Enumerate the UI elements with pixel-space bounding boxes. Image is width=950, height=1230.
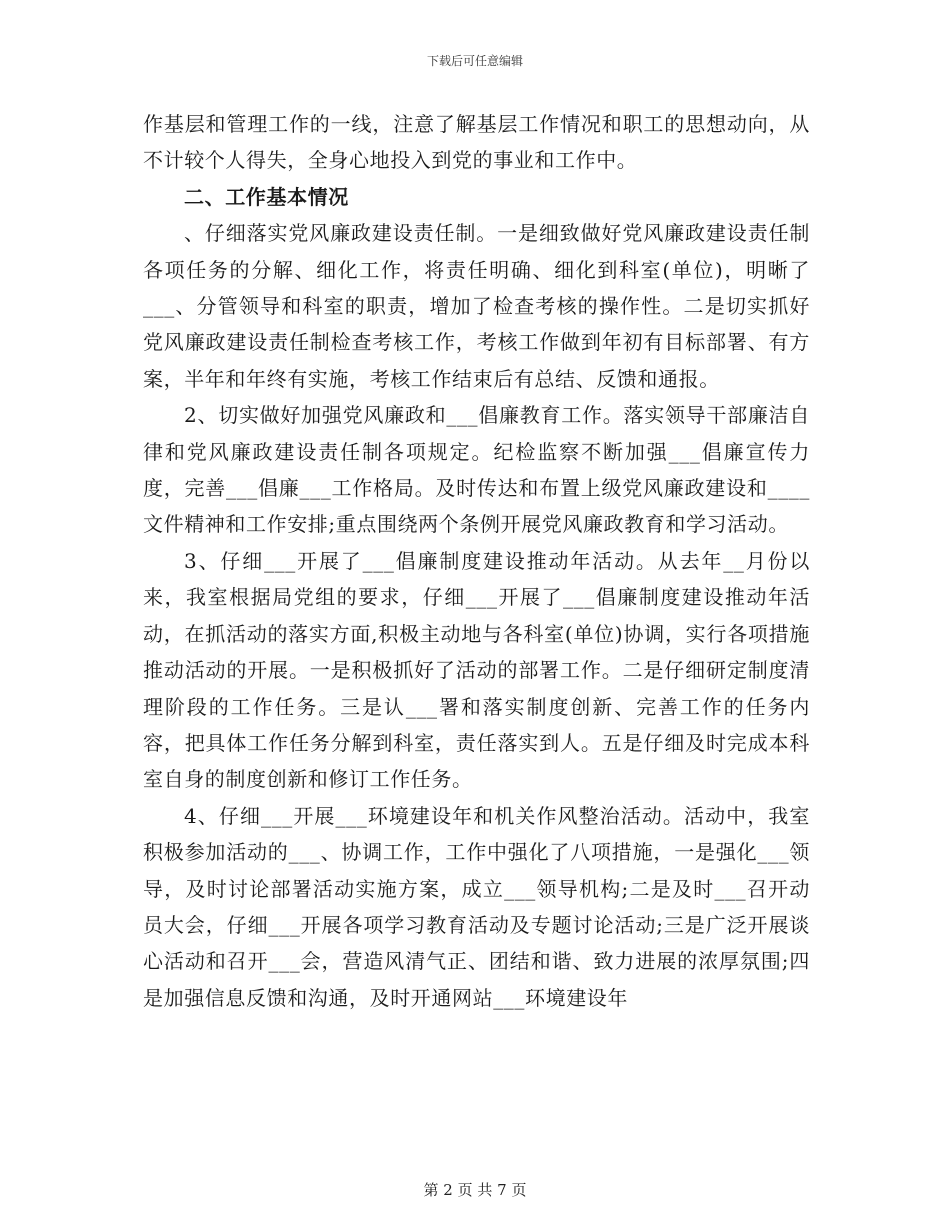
- continuation-paragraph: 作基层和管理工作的一线，注意了解基层工作情况和职工的思想动向，从不计较个人得失，全身心地投入到党的事业和工作中。: [143, 112, 810, 173]
- paragraph-item-2: 2、切实做好加强党风廉政和___倡廉教育工作。落实领导干部廉洁自律和党风廉政建设责任制各项规定。纪检监察不断加强___倡廉宣传力度，完善___倡廉___工作格局。及时传达和布置上级党风廉政建设和____文件精神和工作安排;重点围绕两个条例开展党风廉政教育和学习活动。: [143, 403, 810, 537]
- paragraph-item-4: 4、仔细___开展___环境建设年和机关作风整治活动。活动中，我室积极参加活动的___、协调工作，工作中强化了八项措施，一是强化___领导，及时讨论部署活动实施方案，成立___领导机构;二是及时___召开动员大会，仔细___开展各项学习教育活动及专题讨论活动;三是广泛开展谈心活动和召开___会，营造风清气正、团结和谐、致力进展的浓厚氛围;四是加强信息反馈和沟通，及时开通网站___环境建设年: [143, 803, 810, 1010]
- page-header-note: 下载后可任意编辑: [426, 54, 523, 68]
- document-body: [143, 106, 810, 1016]
- paragraph-item-3: 3、仔细___开展了___倡廉制度建设推动年活动。从去年__月份以来，我室根据局党组的要求，仔细___开展了___倡廉制度建设推动年活动，在抓活动的落实方面,积极主动地与各科室(单位)协调，实行各项措施推动活动的开展。一是积极抓好了活动的部署工作。二是仔细研定制度清理阶段的工作任务。三是认___署和落实制度创新、完善工作的任务内容，把具体工作任务分解到科室，责任落实到人。五是仔细及时完成本科室自身的制度创新和修订工作任务。: [143, 548, 810, 792]
- section-heading: 二、工作基本情况: [184, 184, 349, 209]
- paragraph-item-1: 、仔细落实党风廉政建设责任制。一是细致做好党风廉政建设责任制各项任务的分解、细化工作，将责任明确、细化到科室(单位)，明晰了___、分管领导和科室的职责，增加了检查考核的操作性。二是切实抓好党风廉政建设责任制检查考核工作，考核工作做到年初有目标部署、有方案，半年和年终有实施，考核工作结束后有总结、反馈和通报。: [143, 221, 810, 391]
- page-number: 第 2 页 共 7 页: [423, 1181, 527, 1199]
